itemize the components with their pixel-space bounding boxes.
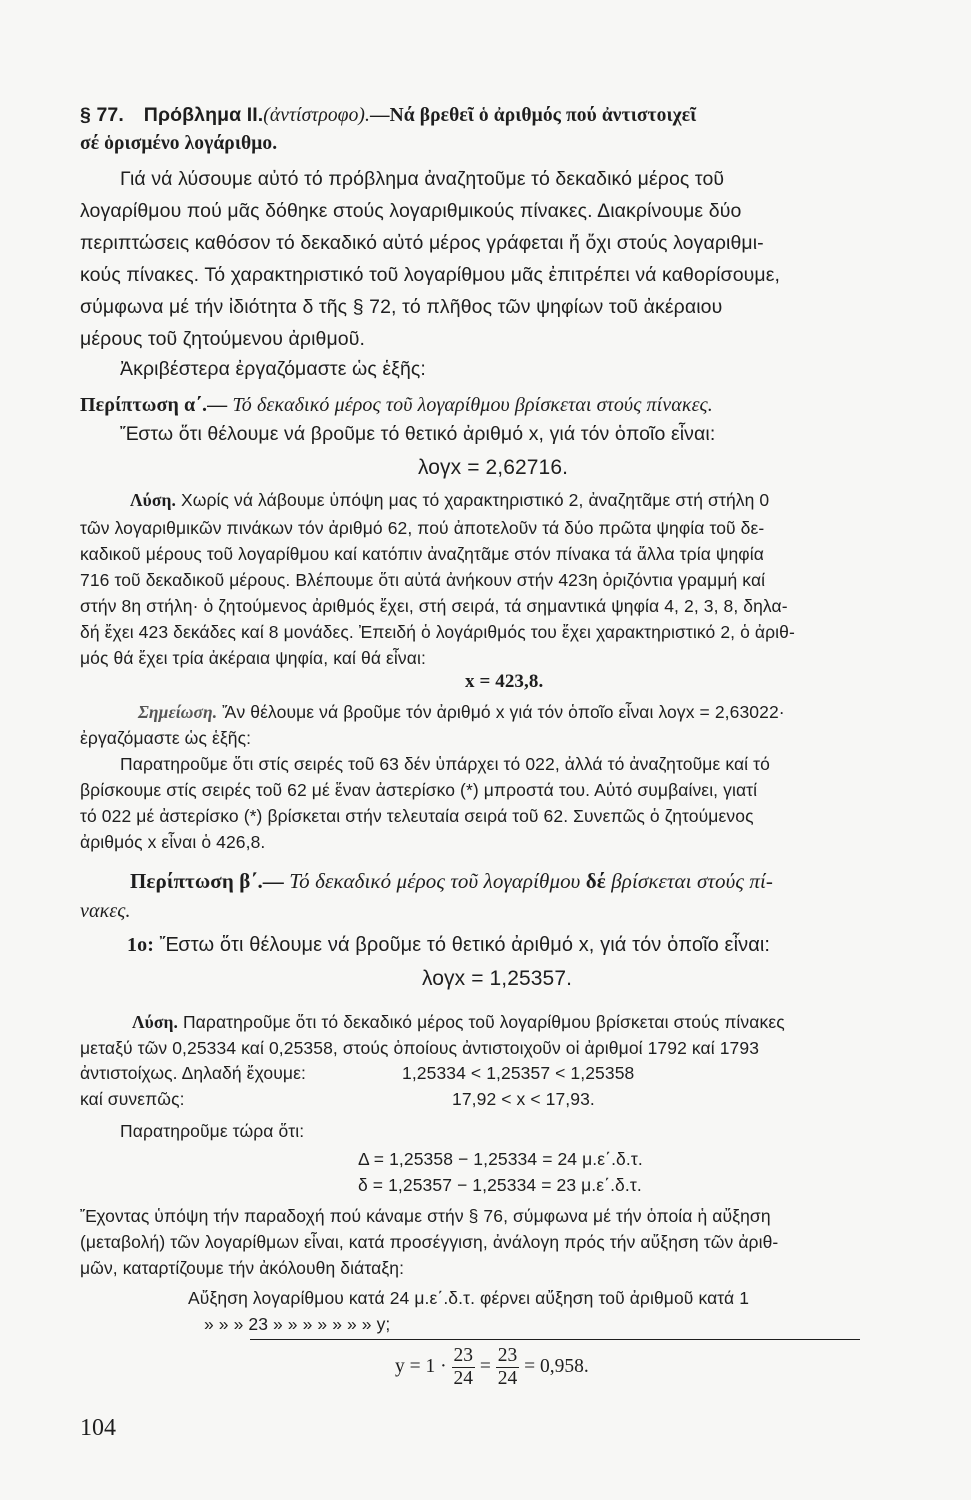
- sol-a-result: x = 423,8.: [465, 671, 544, 692]
- case-b1-number: 1ο:: [127, 934, 154, 956]
- sol-b-line-7: (μεταβολή) τῶν λογαρίθμων εἶναι, κατά προσέγγιση, ἀνάλογη πρός τήν αὔξηση τῶν ἀριθ-: [80, 1232, 779, 1252]
- case-b-heading-cont: νακες.: [80, 900, 131, 922]
- case-b-heading: Περίπτωση β΄.— Τό δεκαδικό μέρος τοῦ λογαρίθμου δέ βρίσκεται στούς πί-: [130, 869, 773, 893]
- note-line-3: Παρατηροῦμε ὅτι στίς σειρές τοῦ 63 δέν ὑπάρχει τό 022, ἀλλά τό ἀναζητοῦμε καί τό: [120, 754, 770, 774]
- case-b1-formula: λογx = 1,25357.: [422, 967, 573, 990]
- section-heading-line-2: σέ ὁρισμένο λογάριθμο.: [80, 133, 278, 154]
- case-a-text: Τό δεκαδικό μέρος τοῦ λογαρίθμου βρίσκεται στούς πίνακες.: [232, 394, 713, 416]
- case-a-let: Ἔστω ὅτι θέλουμε νά βροῦμε τό θετικό ἀριθμό x, γιά τόν ὁποῖο εἶναι:: [120, 423, 716, 445]
- proportion-row-1: Αὔξηση λογαρίθμου κατά 24 μ.ε΄.δ.τ. φέρνει αὔξηση τοῦ ἀριθμοῦ κατά 1: [188, 1288, 750, 1308]
- delta-small-formula: δ = 1,25357 − 1,25334 = 23 μ.ε΄.δ.τ.: [358, 1175, 642, 1195]
- sol-a-line-1: Λύση. Χωρίς νά λάβουμε ὑπόψη μας τό χαρακτηριστικό 2, ἀναζητᾶμε στή στήλη 0: [130, 490, 770, 510]
- case-b1-line: 1ο: Ἔστω ὅτι θέλουμε νά βροῦμε τό θετικό ἀριθμό x, γιά τόν ὁποῖο εἶναι:: [127, 934, 771, 956]
- note-line-5: τό 022 μέ ἀστερίσκο (*) βρίσκεται στήν τελευταία σειρά τοῦ 62. Συνεπῶς ὁ ζητούμενος: [80, 806, 754, 826]
- note-line-4: βρίσκουμε στίς σειρές τοῦ 62 μέ ἕναν ἀστερίσκο (*) μπροστά του. Αὐτό συμβαίνει, γιατί: [80, 780, 758, 800]
- page-number: 104: [80, 1415, 116, 1441]
- section-heading-line-1: [80, 102, 950, 129]
- sol-a-line-7: μός θά ἔχει τρία ἀκέραια ψηφία, καί θά εἶναι:: [80, 648, 426, 668]
- precise-line: Ἀκριβέστερα ἐργαζόμαστε ὡς ἑξῆς:: [120, 358, 426, 380]
- case-b-label: Περίπτωση β΄.—: [130, 869, 284, 893]
- proportion-row-2: » » » 23 » » » » » » » y;: [204, 1314, 391, 1334]
- note-line-1: Σημείωση. Ἄν θέλουμε νά βροῦμε τόν ἀριθμό x γιά τόν ὁποῖο εἶναι λογx = 2,63022·: [138, 702, 785, 722]
- intro-line-6: μέρους τοῦ ζητούμενου ἀριθμοῦ.: [80, 328, 366, 350]
- section-number: § 77.: [80, 104, 124, 126]
- intro-line-5: σύμφωνα μέ τήν ἰδιότητα δ τῆς § 72, τό πλῆθος τῶν ψηφίων τοῦ ἀκέραιου: [80, 296, 723, 318]
- sol-b-line-5: Παρατηροῦμε τώρα ὅτι:: [120, 1121, 305, 1141]
- fraction-2: $\frac{23}{24}$: [497, 1345, 518, 1389]
- sol-a-line-5: στήν 8η στήλη· ὁ ζητούμενος ἀριθμός ἔχει, στή σειρά, τά σημαντικά ψηφία 4, 2, 3, 8, δηλα-: [80, 596, 788, 616]
- intro-line-3: περιπτώσεις καθόσον τό δεκαδικό αὐτό μέρος γράφεται ἤ ὄχι στούς λογαριθμι-: [80, 232, 764, 254]
- case-a-label: Περίπτωση α΄.—: [80, 394, 228, 416]
- sol-b-line-3: ἀντιστοίχως. Δηλαδή ἔχουμε: 1,25334 < 1,25357 < 1,25358: [80, 1063, 635, 1083]
- intro-line-2: λογαρίθμου πού μᾶς δόθηκε στούς λογαριθμικούς πίνακες. Διακρίνουμε δύο: [80, 200, 742, 222]
- intro-line-4: κούς πίνακες. Τό χαρακτηριστικό τοῦ λογαρίθμου μᾶς ἐπιτρέπει νά καθορίσουμε,: [80, 264, 781, 286]
- note-line-2: ἐργαζόμαστε ὡς ἑξῆς:: [80, 728, 252, 748]
- sol-a-line-2: τῶν λογαριθμικῶν πινάκων τόν ἀριθμό 62, πού ἀποτελοῦν τά δύο πρῶτα ψηφία τοῦ δε-: [80, 518, 765, 538]
- note-line-6: ἀριθμός x εἶναι ὁ 426,8.: [80, 832, 266, 852]
- sol-b-label: Λύση.: [132, 1012, 178, 1032]
- sol-a-line-3: καδικοῦ μέρους τοῦ λογαρίθμου καί κατόπιν ἀναζητᾶμε στόν πίνακα τά ἄλλα τρία ψηφία: [80, 544, 764, 564]
- sol-a-line-4: 716 τοῦ δεκαδικοῦ μέρους. Βλέπουμε ὅτι αὐτά ἀνήκουν στήν 423η ὁριζόντια γραμμή καί: [80, 570, 766, 590]
- sol-b-line-2: μεταξύ τῶν 0,25334 καί 0,25358, στούς ὁποίους ἀντιστοιχοῦν οἱ ἀριθμοί 1792 καί 1793: [80, 1038, 760, 1058]
- section-title-rest: —Νά βρεθεῖ ὁ ἀριθμός πού ἀντιστοιχεῖ: [370, 105, 697, 126]
- case-a-formula: λογx = 2,62716.: [418, 456, 569, 479]
- intro-line-1: Γιά νά λύσουμε αὐτό τό πρόβλημα ἀναζητοῦμε τό δεκαδικό μέρος τοῦ: [120, 168, 725, 190]
- sol-b-line-6: Ἔχοντας ὑπόψη τήν παραδοχή πού κάναμε στήν § 76, σύμφωνα μέ τήν ὁποία ἡ αὔξηση: [80, 1206, 771, 1226]
- proportion-divider: [250, 1339, 860, 1340]
- section-title-paren: (ἀντίστροφο).: [263, 105, 370, 126]
- case-a-heading: [80, 392, 950, 418]
- sol-b-line-1: Λύση. Παρατηροῦμε ὅτι τό δεκαδικό μέρος τοῦ λογαρίθμου βρίσκεται στούς πίνακες: [132, 1012, 785, 1032]
- sol-b-line-4: καί συνεπῶς: 17,92 < x < 17,93.: [80, 1089, 595, 1109]
- y-formula: y = 1 · $\frac{23}{24}$ = $\frac{23}{24}$ = 0,958.: [395, 1345, 589, 1389]
- sol-b-line-8: μῶν, καταρτίζουμε τήν ἀκόλουθη διάταξη:: [80, 1258, 405, 1278]
- sol-a-line-6: δή ἔχει 423 δεκάδες καί 8 μονάδες. Ἐπειδή ὁ λογάριθμός του ἔχει χαρακτηριστικό 2, ὁ ἀριθ-: [80, 622, 795, 642]
- note-label: Σημείωση.: [138, 702, 218, 722]
- fraction-1: $\frac{23}{24}$: [453, 1345, 473, 1389]
- sol-a-label: Λύση.: [130, 490, 176, 510]
- delta-formula: Δ = 1,25358 − 1,25334 = 24 μ.ε΄.δ.τ.: [358, 1149, 643, 1169]
- section-title: Πρόβλημα ΙΙ.: [143, 104, 264, 126]
